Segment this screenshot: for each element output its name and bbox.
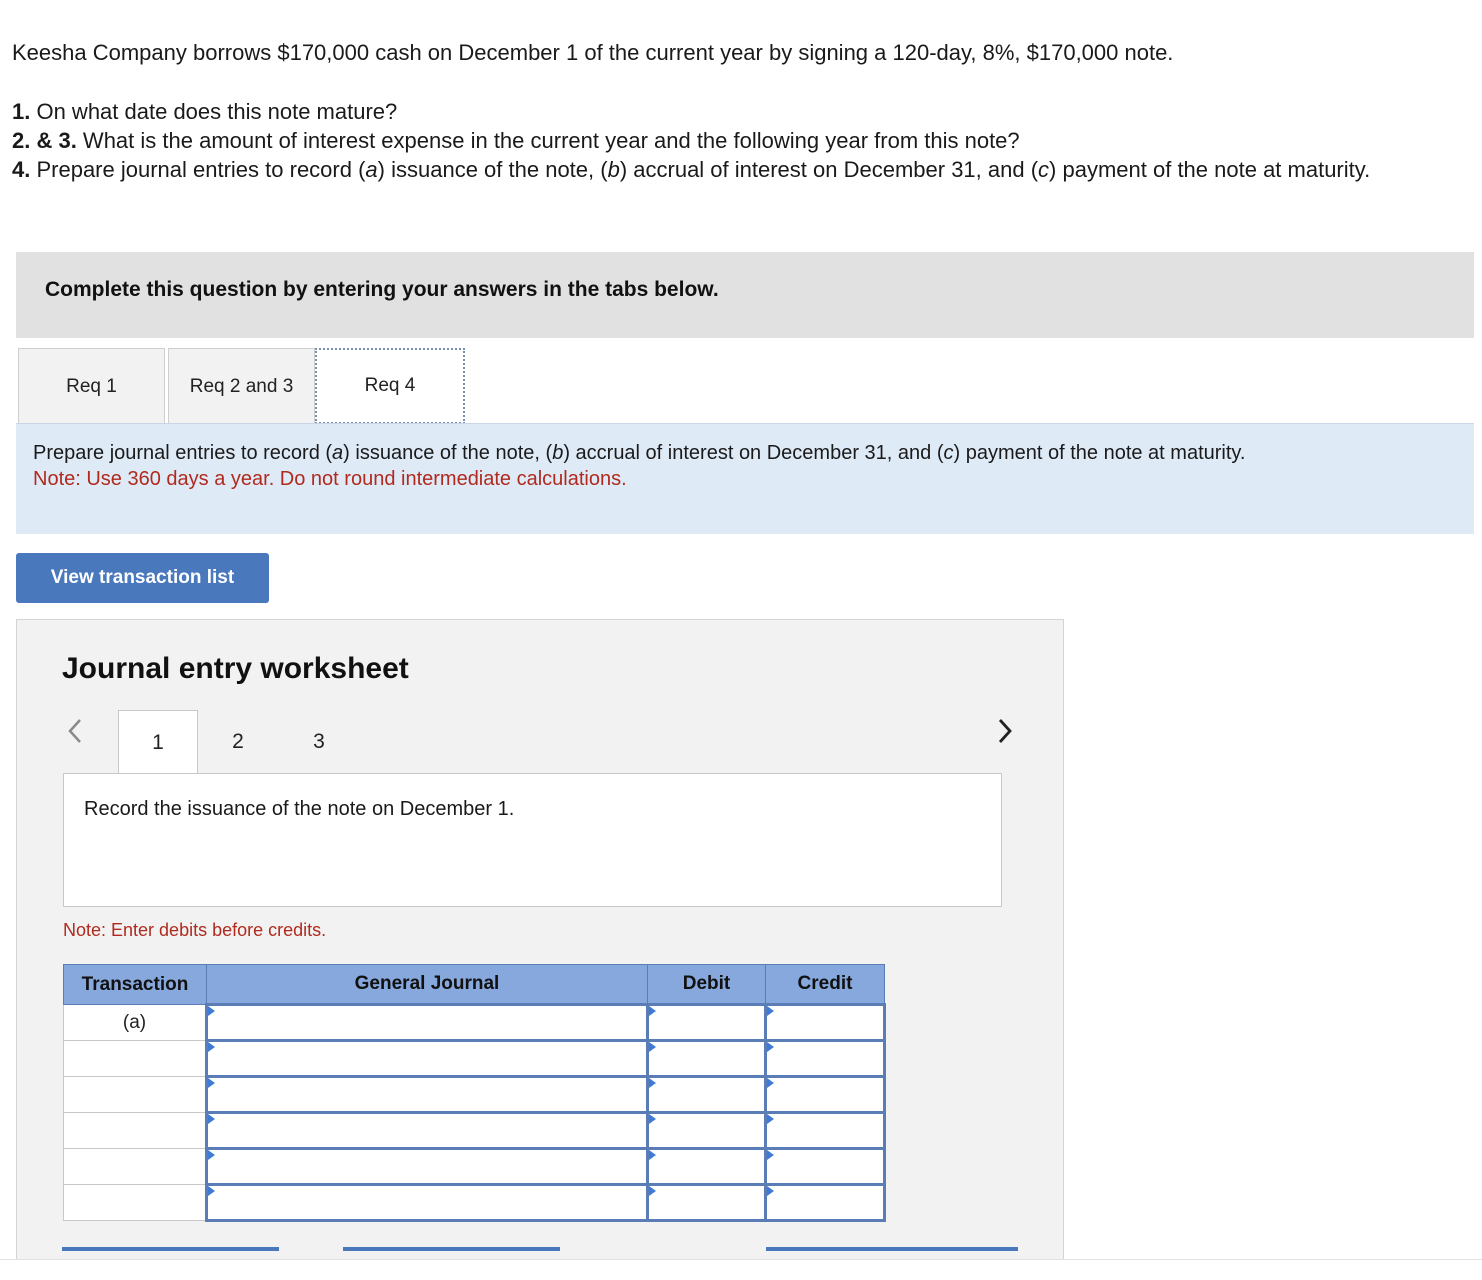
dropdown-indicator-icon: [649, 1114, 656, 1124]
general-journal-dropdown[interactable]: [207, 1113, 648, 1149]
credit-cell[interactable]: [766, 1185, 885, 1221]
dropdown-indicator-icon: [767, 1186, 774, 1196]
credit-input[interactable]: [767, 1006, 883, 1039]
view-general-journal-button[interactable]: [766, 1247, 1018, 1251]
tab-req-2-and-3[interactable]: Req 2 and 3: [168, 348, 315, 424]
debit-input[interactable]: [649, 1114, 764, 1147]
debit-input[interactable]: [649, 1150, 764, 1183]
view-transaction-list-button[interactable]: View transaction list: [16, 553, 269, 603]
problem-statement: [12, 38, 1462, 184]
dropdown-indicator-icon: [767, 1114, 774, 1124]
credit-input[interactable]: [767, 1186, 883, 1219]
dropdown-indicator-icon: [649, 1006, 656, 1016]
credit-cell[interactable]: [766, 1041, 885, 1077]
general-journal-input[interactable]: [208, 1150, 646, 1183]
record-entry-button[interactable]: [62, 1247, 279, 1251]
worksheet-note: Note: Enter debits before credits.: [63, 920, 327, 940]
table-row: [64, 1005, 885, 1041]
debit-input[interactable]: [649, 1006, 764, 1039]
worksheet-title: Journal entry worksheet: [62, 652, 409, 685]
credit-cell[interactable]: [766, 1077, 885, 1113]
general-journal-dropdown[interactable]: [207, 1149, 648, 1185]
transaction-cell: [64, 1077, 207, 1113]
general-journal-input[interactable]: [208, 1078, 646, 1111]
transaction-cell: [64, 1113, 207, 1149]
journal-rows: [64, 1005, 885, 1221]
table-row: [64, 1113, 885, 1149]
debit-input[interactable]: [649, 1042, 764, 1075]
question-1: 1. On what date does this note mature?: [12, 99, 398, 124]
dropdown-indicator-icon: [208, 1006, 215, 1016]
chevron-right-icon[interactable]: [995, 716, 1015, 754]
credit-input[interactable]: [767, 1114, 883, 1147]
journal-table: [63, 964, 886, 1222]
dropdown-indicator-icon: [767, 1006, 774, 1016]
debit-input[interactable]: [649, 1078, 764, 1111]
dropdown-indicator-icon: [649, 1042, 656, 1052]
general-journal-dropdown[interactable]: [207, 1185, 648, 1221]
dropdown-indicator-icon: [208, 1078, 215, 1088]
debit-cell[interactable]: [648, 1185, 766, 1221]
dropdown-indicator-icon: [649, 1150, 656, 1160]
credit-input[interactable]: [767, 1042, 883, 1075]
column-header-credit: Credit: [766, 965, 885, 1005]
general-journal-input[interactable]: [208, 1006, 646, 1039]
problem-intro: Keesha Company borrows $170,000 cash on December 1 of the current year by signing a 120-day, 8%, $170,000 note.: [12, 40, 1174, 65]
column-header-general-journal: General Journal: [207, 965, 648, 1005]
column-header-debit: Debit: [648, 965, 766, 1005]
debit-cell[interactable]: [648, 1149, 766, 1185]
dropdown-indicator-icon: [208, 1042, 215, 1052]
general-journal-dropdown[interactable]: [207, 1077, 648, 1113]
instructions-text: Prepare journal entries to record (a) issuance of the note, (b) accrual of interest on December 31, and (c) payment of the note at maturity.: [33, 442, 1246, 464]
step-description-text: Record the issuance of the note on December 1.: [84, 798, 515, 820]
transaction-cell: (a): [64, 1005, 207, 1041]
debit-input[interactable]: [649, 1186, 764, 1219]
step-description: [63, 773, 1002, 907]
transaction-cell: [64, 1041, 207, 1077]
general-journal-input[interactable]: [208, 1186, 646, 1219]
credit-cell[interactable]: [766, 1149, 885, 1185]
banner-text: Complete this question by entering your answers in the tabs below.: [45, 278, 719, 301]
chevron-left-icon[interactable]: [65, 716, 85, 754]
debit-cell[interactable]: [648, 1041, 766, 1077]
debit-cell[interactable]: [648, 1113, 766, 1149]
general-journal-dropdown[interactable]: [207, 1005, 648, 1041]
journal-entry-worksheet: [16, 619, 1064, 1259]
credit-input[interactable]: [767, 1078, 883, 1111]
transaction-cell: [64, 1185, 207, 1221]
dropdown-indicator-icon: [649, 1078, 656, 1088]
tab-req-4[interactable]: Req 4: [315, 348, 465, 424]
instructions-banner: [16, 252, 1474, 338]
general-journal-input[interactable]: [208, 1114, 646, 1147]
worksheet-step-1[interactable]: 1: [118, 710, 198, 775]
general-journal-input[interactable]: [208, 1042, 646, 1075]
dropdown-indicator-icon: [767, 1150, 774, 1160]
requirement-instructions: [16, 424, 1474, 534]
credit-input[interactable]: [767, 1150, 883, 1183]
debit-cell[interactable]: [648, 1077, 766, 1113]
credit-cell[interactable]: [766, 1005, 885, 1041]
dropdown-indicator-icon: [767, 1078, 774, 1088]
worksheet-step-2[interactable]: 2: [232, 730, 244, 753]
footer-divider: [0, 1259, 1482, 1260]
general-journal-dropdown[interactable]: [207, 1041, 648, 1077]
question-2-3: 2. & 3. What is the amount of interest expense in the current year and the following year from this note?: [12, 128, 1020, 153]
credit-cell[interactable]: [766, 1113, 885, 1149]
debit-cell[interactable]: [648, 1005, 766, 1041]
dropdown-indicator-icon: [208, 1186, 215, 1196]
table-row: [64, 1185, 885, 1221]
transaction-cell: [64, 1149, 207, 1185]
clear-entry-button[interactable]: [343, 1247, 560, 1251]
instructions-note: Note: Use 360 days a year. Do not round intermediate calculations.: [33, 468, 627, 490]
tab-req-1[interactable]: Req 1: [18, 348, 165, 424]
column-header-transaction: Transaction: [64, 965, 207, 1005]
worksheet-step-3[interactable]: 3: [313, 730, 325, 753]
table-row: [64, 1041, 885, 1077]
table-row: [64, 1077, 885, 1113]
dropdown-indicator-icon: [767, 1042, 774, 1052]
question-4: 4. Prepare journal entries to record (a) issuance of the note, (b) accrual of interest on December 31, and (c) payment of the note at maturity.: [12, 157, 1371, 182]
dropdown-indicator-icon: [208, 1150, 215, 1160]
dropdown-indicator-icon: [649, 1186, 656, 1196]
table-row: [64, 1149, 885, 1185]
dropdown-indicator-icon: [208, 1114, 215, 1124]
